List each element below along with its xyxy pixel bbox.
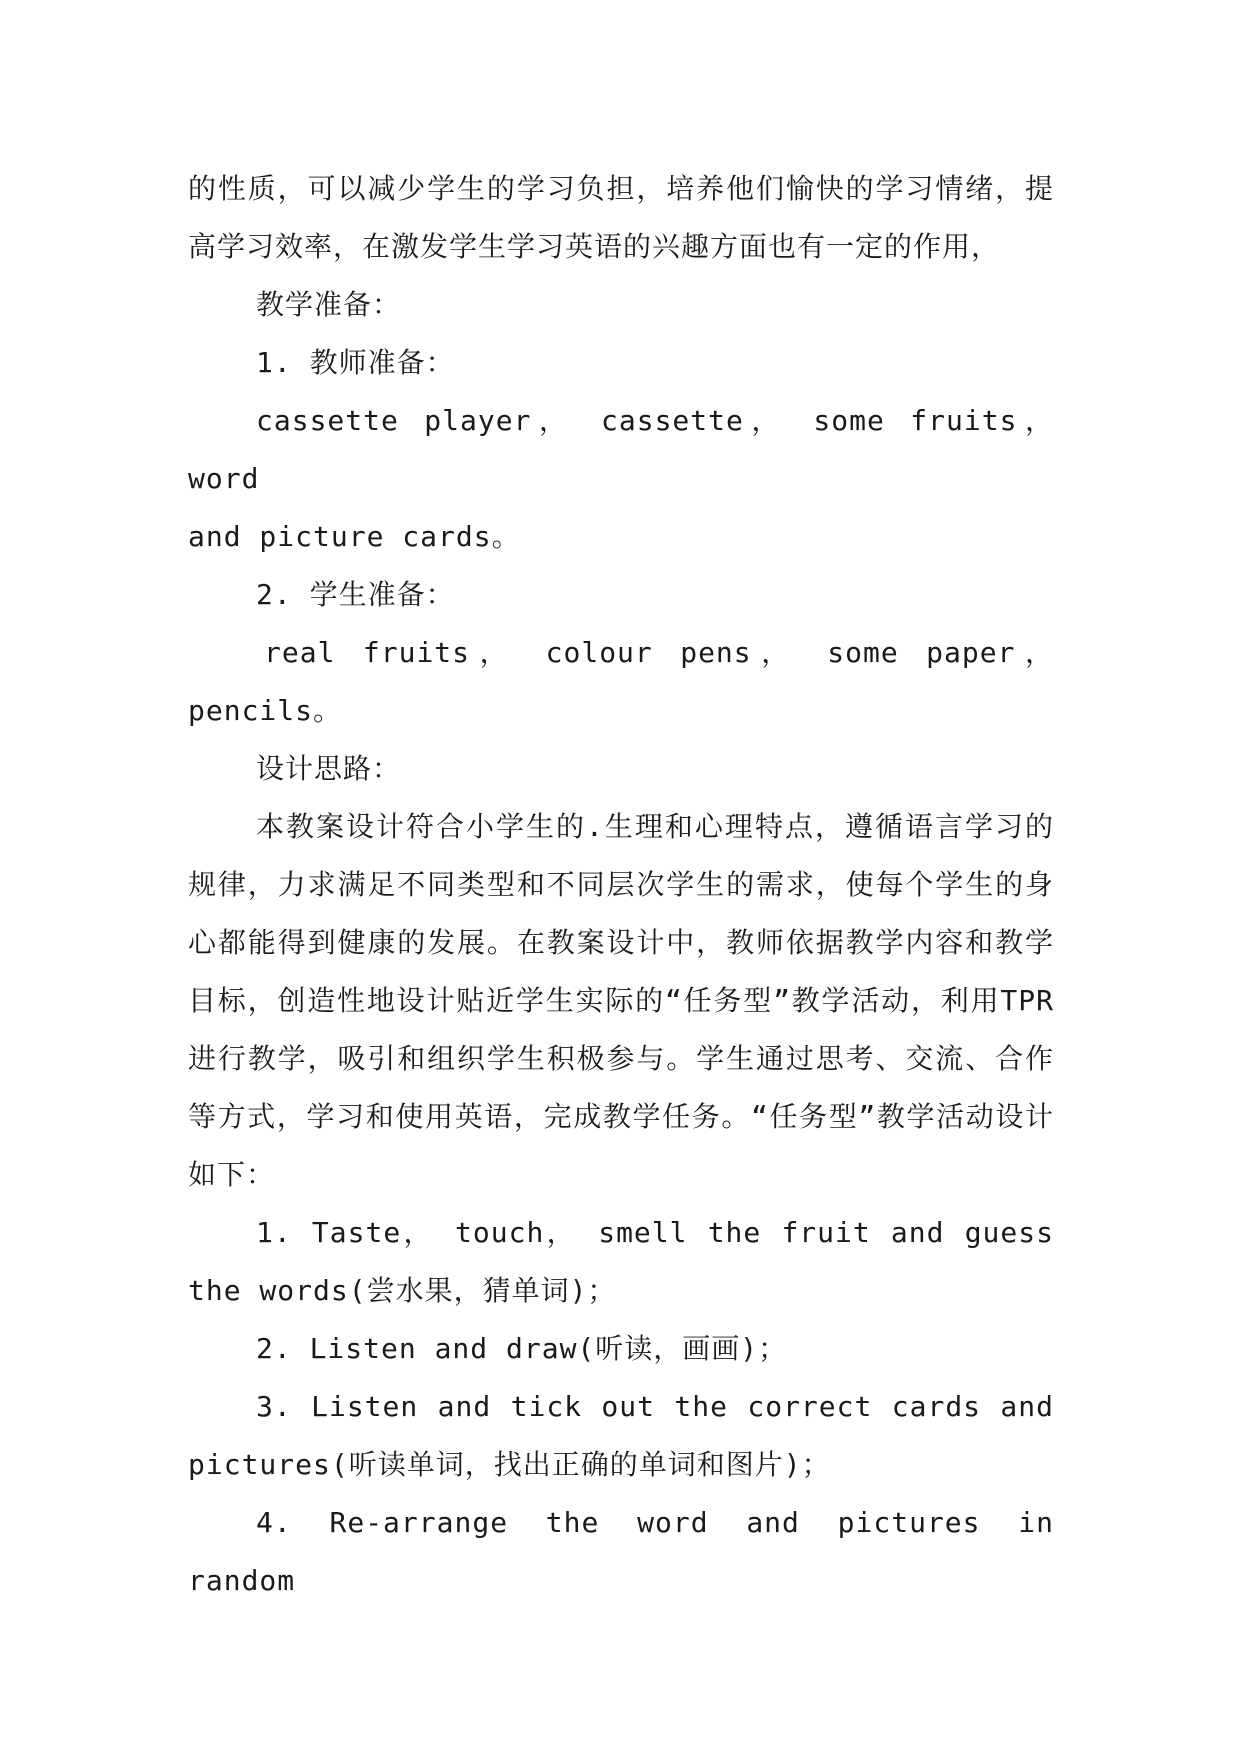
task-4-line1: 4. Re-arrange the word and pictures in random bbox=[188, 1506, 1054, 1597]
heading-teaching-prep: 教学准备： bbox=[256, 288, 402, 321]
paragraph-design-idea: 本教案设计符合小学生的.生理和心理特点，遵循语言学习的规律，力求满足不同类型和不同层次学生的需求，使每个学生的身心都能得到健康的发展。在教案设计中，教师依据教学内容和教学目标，创造性地设计贴近学生实际的“任务型”教学活动，利用TPR进行教学，吸引和组织学生积极参与。学生通过思考、交流、合作等方式，学习和使用英语，完成教学任务。“任务型”教学活动设计如下： bbox=[188, 810, 1054, 1191]
teacher-materials-line1: cassette player， cassette， some fruits， word bbox=[188, 404, 1054, 495]
task-1-line2: the words(尝水果，猜单词)； bbox=[188, 1274, 617, 1307]
task-3-line1: 3. Listen and tick out the correct cards and bbox=[256, 1390, 1054, 1423]
task-3-line2: pictures(听读单词，找出正确的单词和图片)； bbox=[188, 1448, 831, 1481]
student-materials-line2: pencils。 bbox=[188, 694, 343, 727]
body-text bbox=[188, 160, 1054, 1610]
heading-design-idea: 设计思路： bbox=[256, 752, 402, 785]
task-2: 2. Listen and draw(听读，画画)； bbox=[256, 1332, 788, 1365]
heading-student-prep: 2. 学生准备： bbox=[256, 578, 455, 611]
student-materials-line1: real fruits， colour pens， some paper， bbox=[264, 636, 1054, 669]
paragraph-intro: 的性质，可以减少学生的学习负担，培养他们愉快的学习情绪，提高学习效率，在激发学生学习英语的兴趣方面也有一定的作用， bbox=[188, 172, 1054, 263]
heading-teacher-prep: 1. 教师准备： bbox=[256, 346, 455, 379]
teacher-materials-line2: and picture cards。 bbox=[188, 520, 521, 553]
task-1-line1: 1. Taste， touch， smell the fruit and guess bbox=[256, 1216, 1054, 1249]
